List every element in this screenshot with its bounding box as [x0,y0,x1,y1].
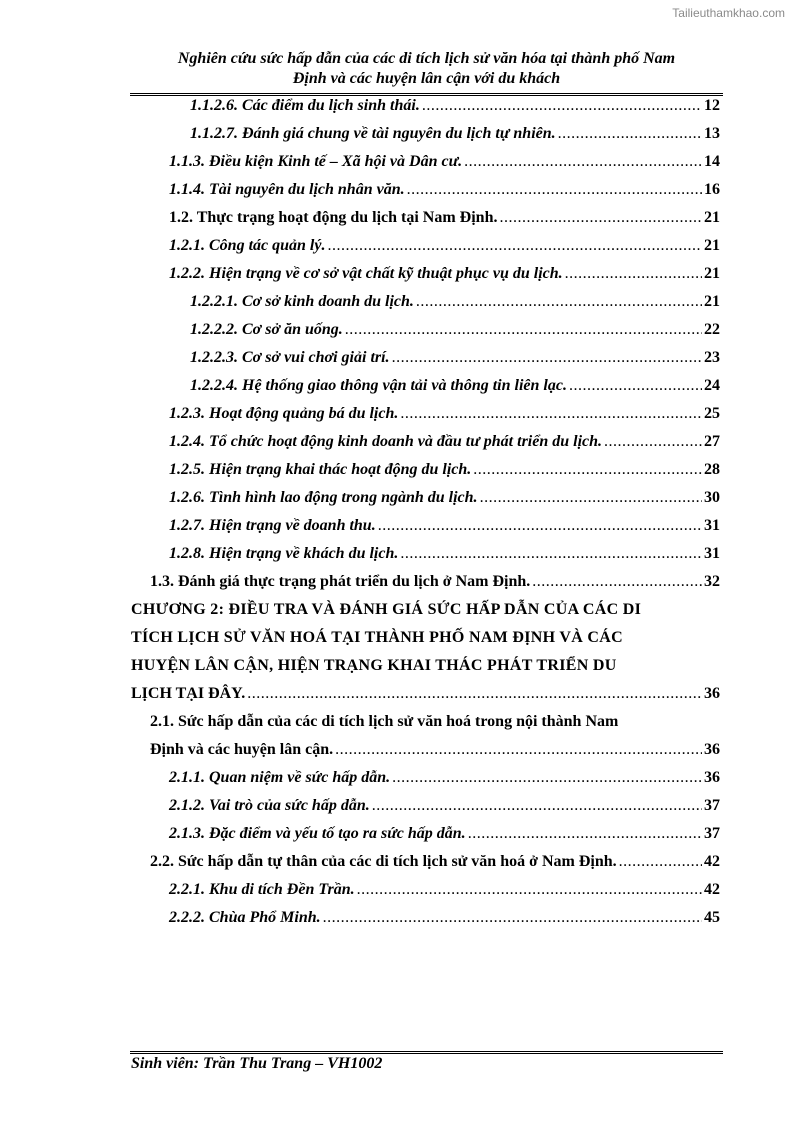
toc-entry-title: 2.2.2. Chùa Phổ Minh. [169,909,321,926]
toc-entry-title: 2.1.2. Vai trò của sức hấp dẫn. [169,797,370,814]
toc-leader-dots [480,484,702,512]
toc-leader-dots [416,288,702,316]
toc-entry-page: 22 [704,321,720,338]
toc-entry-page: 45 [704,909,720,926]
toc-entry-page: 21 [704,265,720,282]
toc-entry[interactable] [169,876,720,904]
toc-entry[interactable] [169,428,720,456]
toc-entry-page: 36 [704,685,720,702]
toc-leader-dots [323,904,702,932]
toc-entry-page: 28 [704,461,720,478]
toc-entry-title: 1.2.7. Hiện trạng về doanh thu. [169,517,376,534]
toc-entry-title: 1.2.5. Hiện trạng khai thác hoạt động du lịch. [169,461,472,478]
toc-leader-dots [327,232,702,260]
toc-entry[interactable] [190,288,720,316]
toc-entry-title: 1.2.8. Hiện trạng về khách du lịch. [169,545,399,562]
toc-entry-page: 24 [704,377,720,394]
toc-entry-page: 37 [704,825,720,842]
toc-entry-page: 42 [704,853,720,870]
toc-entry[interactable] [169,904,720,932]
toc-entry-page: 37 [704,797,720,814]
toc-entry-page: 14 [704,153,720,170]
toc-entry[interactable] [169,512,720,540]
toc-entry-page: 21 [704,293,720,310]
toc-entry-page: 13 [704,125,720,142]
toc-entry[interactable] [190,120,720,148]
toc-entry-page: 31 [704,545,720,562]
toc-leader-dots [468,820,702,848]
toc-leader-dots [345,316,702,344]
toc-entry-title: 1.2.2.4. Hệ thống giao thông vận tải và thông tin liên lạc. [190,377,567,394]
toc-entry-title: 1.2.3. Hoạt động quảng bá du lịch. [169,405,399,422]
toc-entry[interactable] [169,232,720,260]
toc-leader-dots [392,764,702,792]
toc-entry-title: 1.1.4. Tài nguyên du lịch nhân văn. [169,181,405,198]
toc-entry-title: 2.1.3. Đặc điểm và yếu tố tạo ra sức hấp dẫn. [169,825,466,842]
toc-entry-title: 1.1.2.6. Các điểm du lịch sinh thái. [190,97,420,114]
toc-chapter-2-line-1[interactable]: CHƯƠNG 2: ĐIỀU TRA VÀ ĐÁNH GIÁ SỨC HẤP DẪN CỦA CÁC DI [131,601,642,618]
toc-entry[interactable] [169,792,720,820]
header-line-2: Định và các huyện lân cận với du khách [292,70,561,87]
toc-leader-dots [558,120,702,148]
toc-entry-page: 23 [704,349,720,366]
toc-entry-title: 1.2. Thực trạng hoạt động du lịch tại Nam Định. [169,209,498,226]
toc-entry-title: 1.2.6. Tình hình lao động trong ngành du lịch. [169,489,478,506]
toc-entry[interactable] [190,92,720,120]
toc-entry[interactable] [190,316,720,344]
toc-entry[interactable] [169,484,720,512]
toc-chapter-2-line-3[interactable]: HUYỆN LÂN CẬN, HIỆN TRẠNG KHAI THÁC PHÁT TRIỂN DU [131,657,617,674]
toc-entry[interactable] [190,344,720,372]
toc-entry-title: 1.2.4. Tổ chức hoạt động kinh doanh và đầu tư phát triển du lịch. [169,433,603,450]
toc-entry[interactable] [169,260,720,288]
toc-entry-page: 21 [704,209,720,226]
page-footer: Sinh viên: Trần Thu Trang – VH1002 [131,1055,383,1072]
toc-leader-dots [604,428,702,456]
page-header [130,49,723,89]
toc-entry-page: 32 [704,573,720,590]
toc-entry-page: 21 [704,237,720,254]
toc-entry[interactable] [150,568,720,596]
toc-leader-dots [569,372,702,400]
header-line-1: Nghiên cứu sức hấp dẫn của các di tích lịch sử văn hóa tại thành phố Nam [177,50,676,67]
toc-entry-title: 1.2.2.3. Cơ sở vui chơi giải trí. [190,349,390,366]
toc-entry-page: 36 [704,769,720,786]
toc-entry-title: 1.2.2.2. Cơ sở ăn uống. [190,321,343,338]
toc-entry-title: Định và các huyện lân cận. [150,741,334,758]
toc-entry[interactable] [169,148,720,176]
toc-entry-page: 31 [704,517,720,534]
toc-entry[interactable] [169,456,720,484]
toc-entry[interactable] [169,176,720,204]
toc-leader-dots [499,204,702,232]
toc-entry-title: LỊCH TẠI ĐÂY. [131,685,246,702]
toc-entry-title: 2.2.1. Khu di tích Đền Trần. [169,881,355,898]
toc-entry-title: 1.2.1. Công tác quản lý. [169,237,326,254]
toc-leader-dots [400,400,702,428]
toc-entry-title: 1.1.3. Điều kiện Kinh tế – Xã hội và Dân cư. [169,153,463,170]
toc-leader-dots [378,512,702,540]
toc-leader-dots [619,848,702,876]
toc-leader-dots [422,92,702,120]
toc-leader-dots [357,876,702,904]
toc-leader-dots [407,176,702,204]
toc-entry-page: 25 [704,405,720,422]
toc-entry[interactable] [190,372,720,400]
toc-leader-dots [464,148,702,176]
toc-entry-page: 30 [704,489,720,506]
toc-chapter-2-line-4[interactable] [131,680,720,708]
toc-entry-title: 1.2.2. Hiện trạng về cơ sở vật chất kỹ thuật phục vụ du lịch. [169,265,563,282]
toc-section-2-1-line-2[interactable] [150,736,720,764]
footer-rule [130,1051,723,1054]
toc-entry[interactable] [169,540,720,568]
toc-entry-page: 27 [704,433,720,450]
toc-entry-title: 1.3. Đánh giá thực trạng phát triển du lịch ở Nam Định. [150,573,531,590]
toc-entry[interactable] [169,764,720,792]
toc-leader-dots [565,260,702,288]
toc-entry-page: 16 [704,181,720,198]
toc-chapter-2-line-2[interactable]: TÍCH LỊCH SỬ VĂN HOÁ TẠI THÀNH PHỐ NAM ĐỊNH VÀ CÁC [131,629,623,646]
toc-leader-dots [335,736,702,764]
toc-leader-dots [392,344,702,372]
toc-entry-page: 12 [704,97,720,114]
toc-entry-title: 1.1.2.7. Đánh giá chung về tài nguyên du lịch tự nhiên. [190,125,556,142]
toc-entry[interactable] [150,848,720,876]
toc-entry-page: 42 [704,881,720,898]
toc-entry[interactable] [169,820,720,848]
toc-entry-title: 1.2.2.1. Cơ sở kinh doanh du lịch. [190,293,414,310]
watermark: Tailieuthamkhao.com [672,6,785,20]
toc-leader-dots [473,456,702,484]
toc-leader-dots [400,540,702,568]
toc-leader-dots [532,568,702,596]
toc-entry[interactable] [169,204,720,232]
toc-section-2-1-line-1[interactable]: 2.1. Sức hấp dẫn của các di tích lịch sử văn hoá trong nội thành Nam [150,713,619,730]
toc-leader-dots [372,792,702,820]
toc-entry-title: 2.1.1. Quan niệm về sức hấp dẫn. [169,769,391,786]
toc-entry-page: 36 [704,741,720,758]
toc-entry[interactable] [169,400,720,428]
toc-entry-title: 2.2. Sức hấp dẫn tự thân của các di tích lịch sử văn hoá ở Nam Định. [150,853,617,870]
toc-leader-dots [247,680,702,708]
